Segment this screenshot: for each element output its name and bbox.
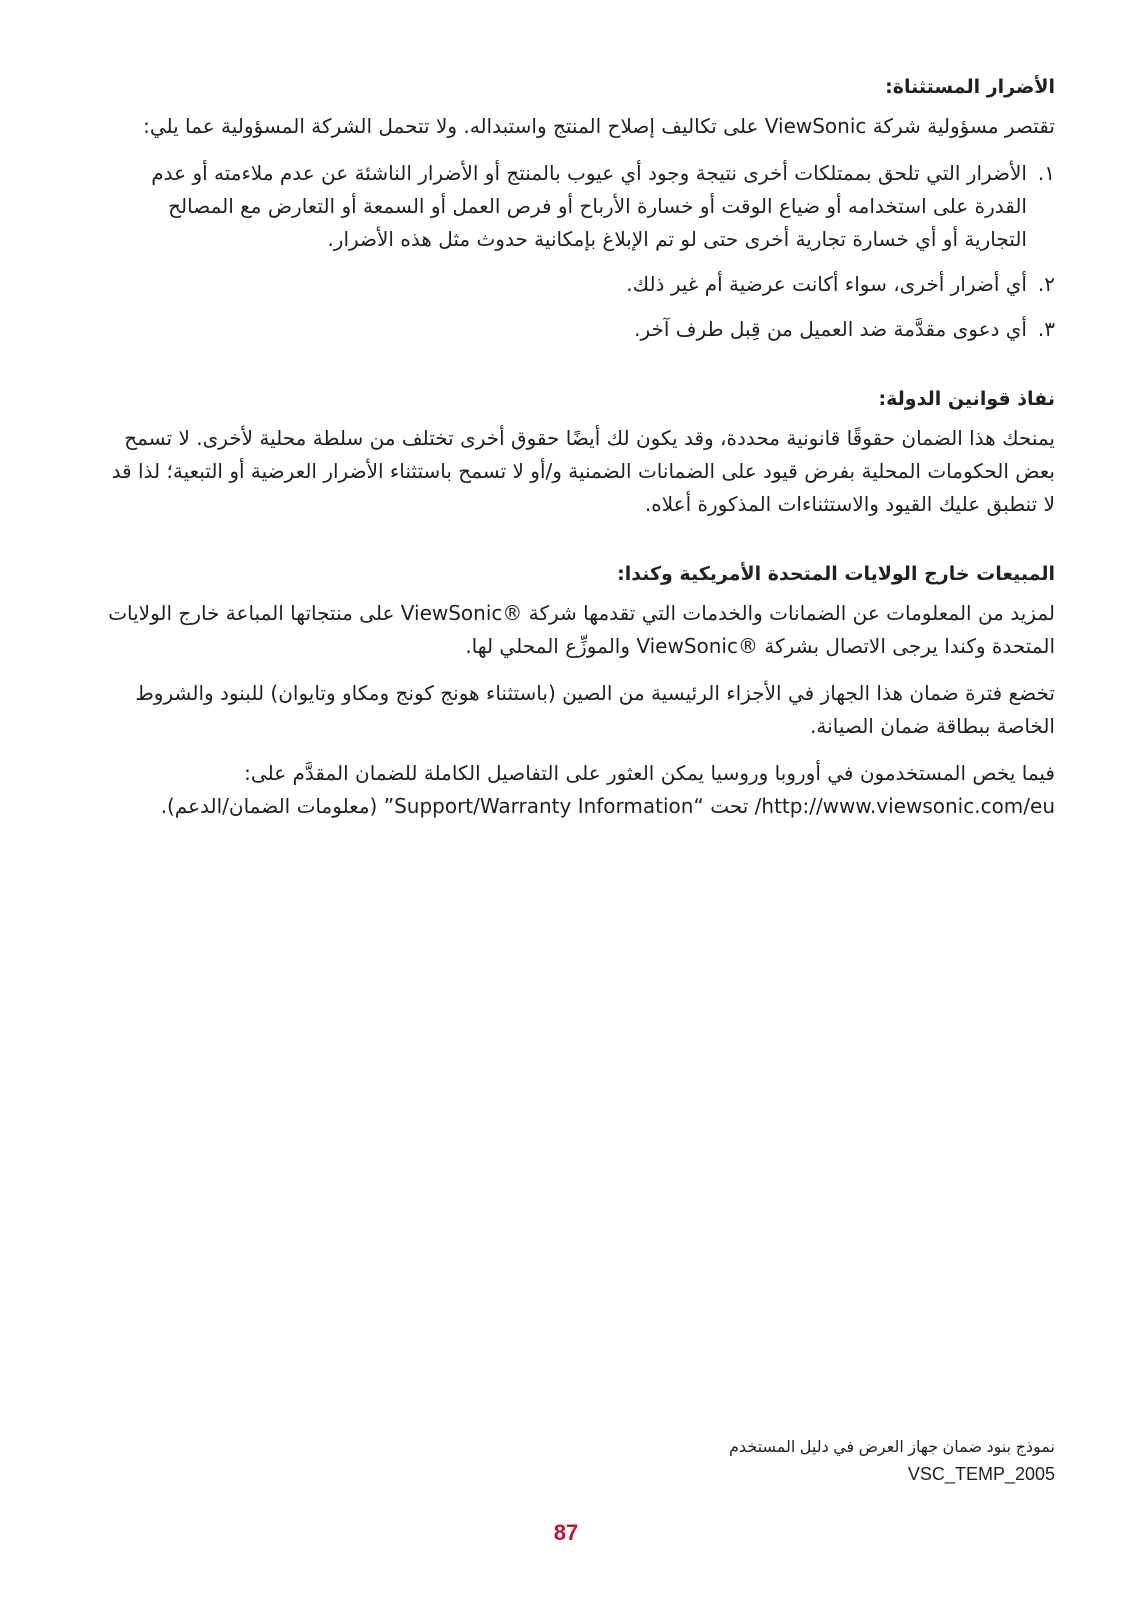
list-item-text: أي دعوى مقدَّمة ضد العميل من قِبل طرف آخر.	[634, 317, 1027, 341]
section-paragraph: فيما يخص المستخدمون في أوروبا وروسيا يمكن العثور على التفاصيل الكاملة للضمان المقدَّم على: http://www.viewsonic.com/eu/ تحت “Support/Warranty Information” (معلومات الضمان/الدعم).	[160, 761, 1055, 818]
state-law-section	[100, 384, 1055, 521]
list-item	[100, 268, 1055, 301]
list-item-text: أي أضرار أخرى، سواء أكانت عرضية أم غير ذلك.	[626, 272, 1027, 296]
section-intro: تقتصر مسؤولية شركة ViewSonic على تكاليف إصلاح المنتج واستبداله. ولا تتحمل الشركة المسؤولية عما يلي:	[143, 114, 1055, 138]
section-paragraph: تخضع فترة ضمان هذا الجهاز في الأجزاء الرئيسية من الصين (باستثناء هونج كونج ومكاو وتايوان) للبنود والشروط الخاصة ببطاقة ضمان الصيانة.	[135, 681, 1055, 738]
list-item-number: ٢.	[1037, 272, 1055, 296]
section-paragraph: لمزيد من المعلومات عن الضمانات والخدمات التي تقدمها شركة ®ViewSonic على منتجاتها المباعة خارج الولايات المتحدة وكندا يرجى الاتصال بشركة ®ViewSonic والموزِّع المحلي لها.	[108, 601, 1055, 658]
outside-usa-canada-section	[100, 559, 1055, 823]
page-number: 87	[553, 1520, 579, 1545]
list-item-number: ١.	[1037, 161, 1055, 185]
document-body	[100, 72, 1055, 861]
section-heading: نفاذ قوانين الدولة:	[878, 388, 1055, 410]
section-heading: الأضرار المستثناة:	[885, 76, 1055, 98]
list-item-number: ٣.	[1037, 317, 1055, 341]
section-heading: المبيعات خارج الولايات المتحدة الأمريكية وكندا:	[617, 563, 1055, 585]
footer-template-title: نموذج بنود ضمان جهاز العرض في دليل المستخدم	[729, 1439, 1055, 1456]
excluded-damages-list	[100, 157, 1055, 346]
footer-template-code: VSC_TEMP_2005	[907, 1464, 1055, 1484]
excluded-damages-section	[100, 72, 1055, 346]
section-paragraph: يمنحك هذا الضمان حقوقًا قانونية محددة، وقد يكون لك أيضًا حقوق أخرى تختلف من سلطة محلية لأخرى. لا تسمح بعض الحكومات المحلية بفرض قيود على الضمانات الضمنية و/أو لا تسمح باستثناء الأضرار العرضية أو التبعية؛ لذا قد لا تنطبق عليك القيود والاستثناءات المذكورة أعلاه.	[111, 426, 1055, 516]
list-item	[100, 313, 1055, 346]
list-item-text: الأضرار التي تلحق بممتلكات أخرى نتيجة وجود أي عيوب بالمنتج أو الأضرار الناشئة عن عدم ملاءمته أو عدم القدرة على استخدامه أو ضياع الوقت أو خسارة الأرباح أو فرص العمل أو السمعة أو التعارض مع المصالح التجارية أو أي خسارة تجارية أخرى حتى لو تم الإبلاغ بإمكانية حدوث مثل هذه الأضرار.	[151, 161, 1027, 251]
page-footer	[600, 1435, 1055, 1487]
list-item	[100, 157, 1055, 256]
